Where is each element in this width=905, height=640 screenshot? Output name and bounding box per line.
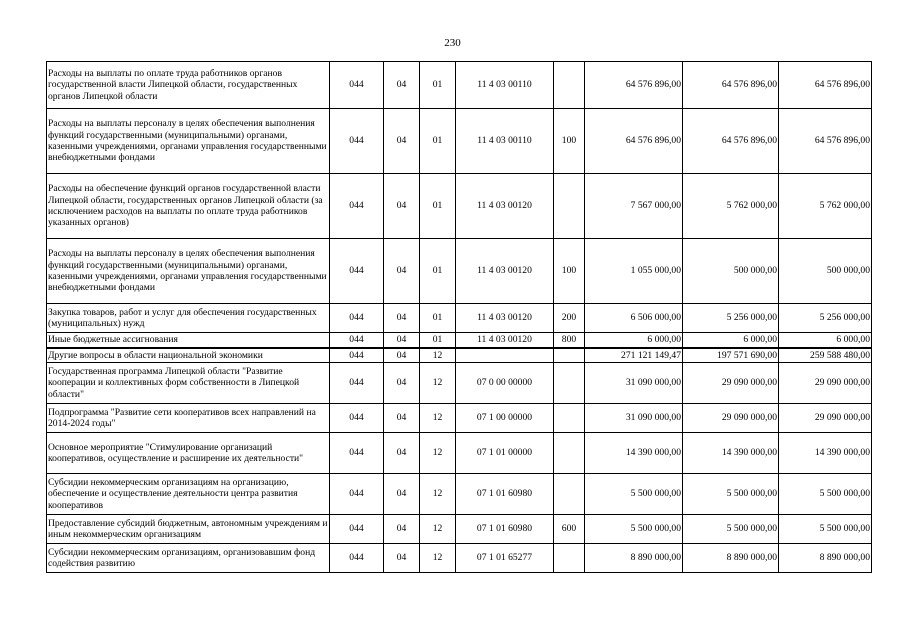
cell-subsection: 12 (420, 363, 456, 404)
cell-amount-year-2: 8 890 000,00 (683, 544, 779, 573)
row-name: Другие вопросы в области национальной экономики (47, 348, 330, 363)
cell-amount-year-1: 6 000,00 (585, 333, 683, 348)
table-row (47, 404, 872, 433)
row-name: Подпрограмма "Развитие сети кооперативов всех направлений на 2014-2024 годы" (47, 404, 330, 433)
cell-subsection: 01 (420, 333, 456, 348)
cell-amount-year-3: 64 576 896,00 (779, 62, 872, 109)
cell-target-article: 07 1 01 60980 (456, 515, 554, 544)
row-name: Субсидии некоммерческим организациям, организовавшим фонд содействия развитию (47, 544, 330, 573)
table-row (47, 363, 872, 404)
cell-amount-year-1: 14 390 000,00 (585, 433, 683, 474)
cell-expense-type: 800 (554, 333, 585, 348)
cell-section: 04 (384, 62, 420, 109)
cell-expense-type (554, 404, 585, 433)
cell-amount-year-3: 5 256 000,00 (779, 304, 872, 333)
cell-subsection: 12 (420, 515, 456, 544)
cell-amount-year-1: 31 090 000,00 (585, 404, 683, 433)
cell-amount-year-1: 1 055 000,00 (585, 239, 683, 304)
cell-amount-year-2: 6 000,00 (683, 333, 779, 348)
cell-ved: 044 (330, 62, 384, 109)
cell-ved: 044 (330, 348, 384, 363)
cell-amount-year-3: 8 890 000,00 (779, 544, 872, 573)
cell-expense-type (554, 474, 585, 515)
row-name: Государственная программа Липецкой области "Развитие кооперации и коллективных форм собственности в Липецкой области" (47, 363, 330, 404)
cell-amount-year-1: 7 567 000,00 (585, 174, 683, 239)
cell-subsection: 01 (420, 239, 456, 304)
cell-amount-year-2: 197 571 690,00 (683, 348, 779, 363)
cell-subsection: 12 (420, 404, 456, 433)
cell-ved: 044 (330, 109, 384, 174)
table-row (47, 174, 872, 239)
table-row (47, 239, 872, 304)
cell-amount-year-3: 6 000,00 (779, 333, 872, 348)
cell-expense-type (554, 433, 585, 474)
row-name: Предоставление субсидий бюджетным, автономным учреждениям и иным некоммерческим организациям (47, 515, 330, 544)
cell-expense-type: 100 (554, 109, 585, 174)
cell-subsection: 12 (420, 474, 456, 515)
cell-subsection: 12 (420, 433, 456, 474)
cell-expense-type (554, 62, 585, 109)
cell-amount-year-2: 5 256 000,00 (683, 304, 779, 333)
cell-section: 04 (384, 515, 420, 544)
cell-amount-year-2: 64 576 896,00 (683, 62, 779, 109)
cell-target-article: 11 4 03 00120 (456, 239, 554, 304)
cell-amount-year-2: 5 762 000,00 (683, 174, 779, 239)
cell-amount-year-1: 64 576 896,00 (585, 62, 683, 109)
cell-subsection: 01 (420, 304, 456, 333)
cell-amount-year-1: 31 090 000,00 (585, 363, 683, 404)
table-row (47, 62, 872, 109)
cell-expense-type (554, 363, 585, 404)
row-name: Закупка товаров, работ и услуг для обеспечения государственных (муниципальных) нужд (47, 304, 330, 333)
cell-section: 04 (384, 348, 420, 363)
cell-target-article: 07 1 00 00000 (456, 404, 554, 433)
row-name: Расходы на выплаты персоналу в целях обеспечения выполнения функций государственными (муниципальными) органами, казенными учреждениями, органами управления государственными внебюджетными фондами (47, 109, 330, 174)
cell-amount-year-3: 14 390 000,00 (779, 433, 872, 474)
cell-target-article: 07 1 01 65277 (456, 544, 554, 573)
table-row (47, 433, 872, 474)
cell-expense-type (554, 544, 585, 573)
cell-ved: 044 (330, 404, 384, 433)
cell-expense-type (554, 174, 585, 239)
table-row (47, 515, 872, 544)
cell-amount-year-2: 5 500 000,00 (683, 515, 779, 544)
cell-amount-year-1: 5 500 000,00 (585, 474, 683, 515)
cell-amount-year-2: 500 000,00 (683, 239, 779, 304)
cell-amount-year-3: 29 090 000,00 (779, 404, 872, 433)
cell-ved: 044 (330, 174, 384, 239)
cell-target-article: 11 4 03 00120 (456, 174, 554, 239)
cell-section: 04 (384, 174, 420, 239)
cell-ved: 044 (330, 239, 384, 304)
cell-expense-type (554, 348, 585, 363)
row-name: Субсидии некоммерческим организациям на организацию, обеспечение и осуществление деятельности центра развития кооперативов (47, 474, 330, 515)
cell-section: 04 (384, 544, 420, 573)
cell-ved: 044 (330, 433, 384, 474)
cell-section: 04 (384, 333, 420, 348)
table-row (47, 109, 872, 174)
cell-section: 04 (384, 363, 420, 404)
cell-ved: 044 (330, 363, 384, 404)
row-name: Основное мероприятие "Стимулирование организаций кооперативов, осуществление и расширение их деятельности" (47, 433, 330, 474)
cell-amount-year-1: 271 121 149,47 (585, 348, 683, 363)
cell-ved: 044 (330, 333, 384, 348)
cell-section: 04 (384, 239, 420, 304)
cell-amount-year-3: 64 576 896,00 (779, 109, 872, 174)
cell-amount-year-3: 259 588 480,00 (779, 348, 872, 363)
cell-subsection: 01 (420, 62, 456, 109)
row-name: Иные бюджетные ассигнования (47, 333, 330, 348)
cell-amount-year-3: 5 500 000,00 (779, 515, 872, 544)
cell-target-article: 11 4 03 00120 (456, 333, 554, 348)
cell-ved: 044 (330, 515, 384, 544)
cell-target-article: 07 1 01 60980 (456, 474, 554, 515)
cell-section: 04 (384, 109, 420, 174)
table-row (47, 333, 872, 348)
cell-subsection: 01 (420, 109, 456, 174)
cell-amount-year-3: 500 000,00 (779, 239, 872, 304)
row-name: Расходы на выплаты по оплате труда работников органов государственной власти Липецкой области, государственных органов Липецкой области (47, 62, 330, 109)
cell-target-article (456, 348, 554, 363)
cell-ved: 044 (330, 544, 384, 573)
cell-target-article: 07 0 00 00000 (456, 363, 554, 404)
cell-amount-year-3: 29 090 000,00 (779, 363, 872, 404)
cell-amount-year-1: 64 576 896,00 (585, 109, 683, 174)
table-row (47, 474, 872, 515)
cell-amount-year-2: 14 390 000,00 (683, 433, 779, 474)
row-name: Расходы на выплаты персоналу в целях обеспечения выполнения функций государственными (муниципальными) органами, казенными учреждениями, органами управления государственными внебюджетными фондами (47, 239, 330, 304)
table-row (47, 348, 872, 363)
cell-amount-year-2: 5 500 000,00 (683, 474, 779, 515)
cell-section: 04 (384, 304, 420, 333)
cell-amount-year-2: 64 576 896,00 (683, 109, 779, 174)
cell-target-article: 11 4 03 00120 (456, 304, 554, 333)
cell-amount-year-3: 5 762 000,00 (779, 174, 872, 239)
cell-amount-year-2: 29 090 000,00 (683, 363, 779, 404)
table-row (47, 304, 872, 333)
cell-target-article: 11 4 03 00110 (456, 109, 554, 174)
cell-ved: 044 (330, 474, 384, 515)
cell-subsection: 01 (420, 174, 456, 239)
cell-expense-type: 100 (554, 239, 585, 304)
table-row (47, 544, 872, 573)
cell-ved: 044 (330, 304, 384, 333)
cell-target-article: 11 4 03 00110 (456, 62, 554, 109)
cell-section: 04 (384, 404, 420, 433)
page-number: 230 (444, 37, 461, 49)
cell-expense-type: 600 (554, 515, 585, 544)
cell-subsection: 12 (420, 348, 456, 363)
cell-target-article: 07 1 01 00000 (456, 433, 554, 474)
cell-amount-year-1: 5 500 000,00 (585, 515, 683, 544)
cell-amount-year-1: 8 890 000,00 (585, 544, 683, 573)
cell-amount-year-2: 29 090 000,00 (683, 404, 779, 433)
cell-amount-year-3: 5 500 000,00 (779, 474, 872, 515)
cell-subsection: 12 (420, 544, 456, 573)
cell-section: 04 (384, 433, 420, 474)
cell-section: 04 (384, 474, 420, 515)
cell-amount-year-1: 6 506 000,00 (585, 304, 683, 333)
cell-expense-type: 200 (554, 304, 585, 333)
budget-table (46, 61, 872, 573)
row-name: Расходы на обеспечение функций органов государственной власти Липецкой области, государственных органов Липецкой области (за исключением расходов на выплаты по оплате труда работников указанных органов) (47, 174, 330, 239)
